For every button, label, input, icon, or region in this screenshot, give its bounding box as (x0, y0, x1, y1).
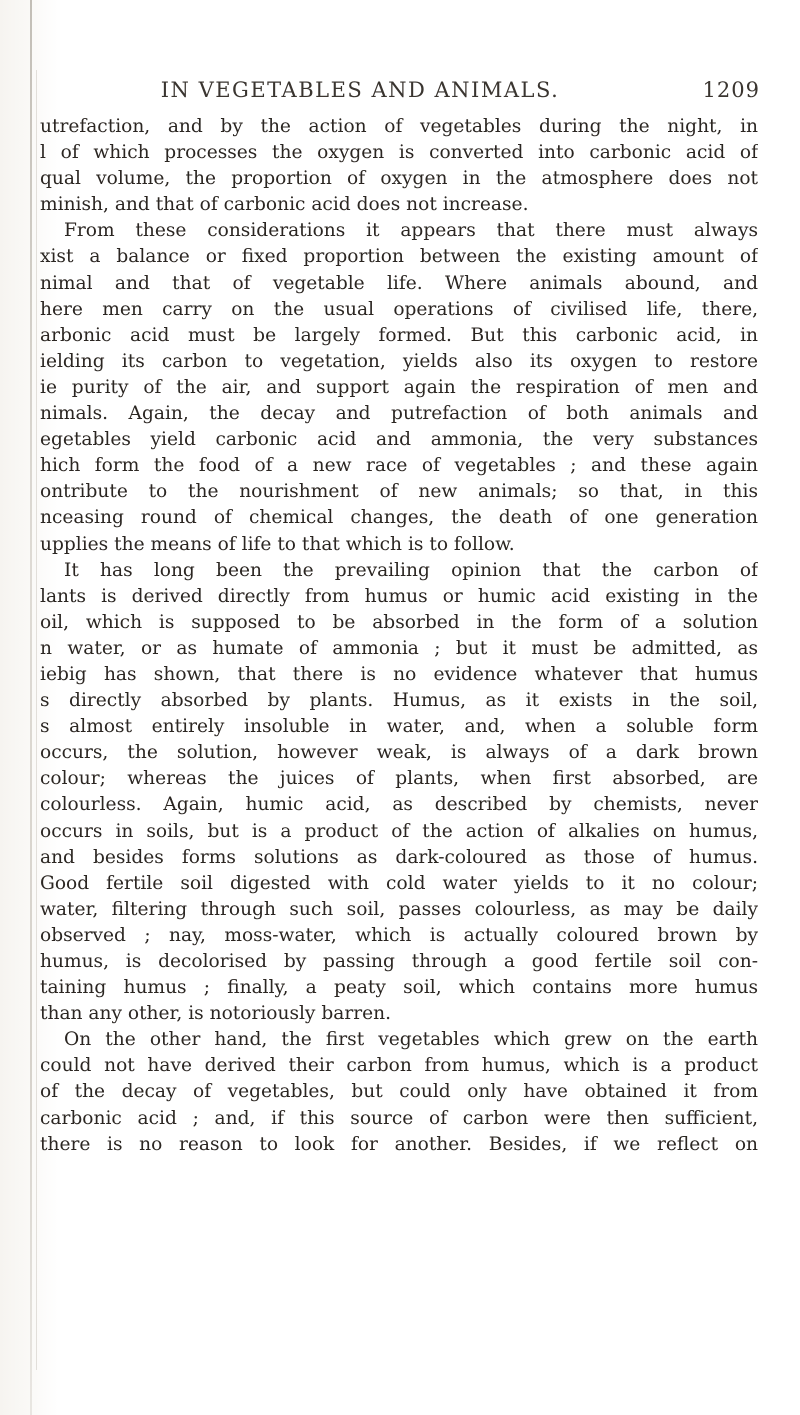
text-line: s directly absorbed by plants. Humus, as it exists in the soil, (40, 690, 758, 712)
text-line: upplies the means of life to that which is to follow. (40, 533, 515, 555)
binding-gutter-line (30, 0, 32, 1415)
text-line: xist a balance or fixed proportion between the existing amount of (40, 246, 758, 268)
text-line: could not have derived their carbon from humus, which is a product (40, 1055, 758, 1077)
text-line: and besides forms solutions as dark-coloured as those of humus. (40, 846, 758, 868)
text-line: n water, or as humate of ammonia ; but it must be admitted, as (40, 637, 758, 659)
text-line: ontribute to the nourishment of new animals; so that, in this (40, 481, 758, 503)
text-line: iebig has shown, that there is no evidence whatever that humus (40, 663, 758, 685)
text-line: oil, which is supposed to be absorbed in the form of a solution (40, 611, 758, 633)
text-line: humus, is decolorised by passing through a good fertile soil con- (40, 951, 758, 972)
binding-gutter-line-inner (36, 70, 37, 1370)
text-line: carbonic acid ; and, if this source of carbon were then sufficient, (40, 1107, 758, 1129)
text-line: l of which processes the oxygen is converted into carbonic acid of (40, 142, 758, 164)
text-line: occurs in soils, but is a product of the action of alkalies on humus, (40, 820, 758, 842)
text-line: egetables yield carbonic acid and ammonia, the very substances (40, 429, 758, 451)
text-line: nimal and that of vegetable life. Where animals abound, and (40, 272, 758, 294)
text-line: colourless. Again, humic acid, as described by chemists, never (40, 794, 758, 816)
text-line: hich form the food of a new race of vegetables ; and these again (40, 455, 758, 477)
text-line: of the decay of vegetables, but could only have obtained it from (40, 1081, 758, 1103)
text-line: ielding its carbon to vegetation, yields also its oxygen to restore (40, 350, 758, 372)
text-line: qual volume, the proportion of oxygen in the atmosphere does not (40, 168, 758, 190)
text-line: observed ; nay, moss-water, which is actually coloured brown by (40, 924, 758, 946)
text-line: On the other hand, the first vegetables which grew on the earth (64, 1029, 758, 1051)
text-line: colour; whereas the juices of plants, when first absorbed, are (40, 768, 758, 790)
text-line: lants is derived directly from humus or humic acid existing in the (40, 585, 758, 607)
body-text (40, 114, 758, 1158)
text-line: ie purity of the air, and support again the respiration of men and (40, 376, 758, 398)
text-line: nimals. Again, the decay and putrefaction of both animals and (40, 403, 758, 425)
text-line: s almost entirely insoluble in water, and, when a soluble form (40, 716, 758, 738)
text-line: Good fertile soil digested with cold water yields to it no colour; (40, 872, 758, 894)
text-line: minish, and that of carbonic acid does not increase. (40, 194, 529, 216)
page-number: 1209 (702, 78, 760, 102)
text-line: water, filtering through such soil, passes colourless, as may be daily (40, 898, 758, 920)
text-line: arbonic acid must be largely formed. But this carbonic acid, in (40, 324, 758, 346)
text-line: nceasing round of chemical changes, the death of one generation (40, 507, 758, 529)
text-line: here men carry on the usual operations of civilised life, there, (40, 298, 758, 320)
page-header (40, 78, 760, 108)
text-line: occurs, the solution, however weak, is always of a dark brown (40, 742, 758, 764)
text-line: than any other, is notoriously barren. (40, 1003, 392, 1025)
text-line: utrefaction, and by the action of vegetables during the night, in (40, 116, 758, 137)
running-title: IN VEGETABLES AND ANIMALS. (160, 78, 560, 102)
text-line: there is no reason to look for another. Besides, if we reflect on (40, 1133, 758, 1155)
text-line: It has long been the prevailing opinion that the carbon of (64, 559, 758, 581)
text-line: taining humus ; finally, a peaty soil, which contains more humus (40, 977, 758, 999)
text-line: From these considerations it appears that there must always (64, 220, 758, 242)
